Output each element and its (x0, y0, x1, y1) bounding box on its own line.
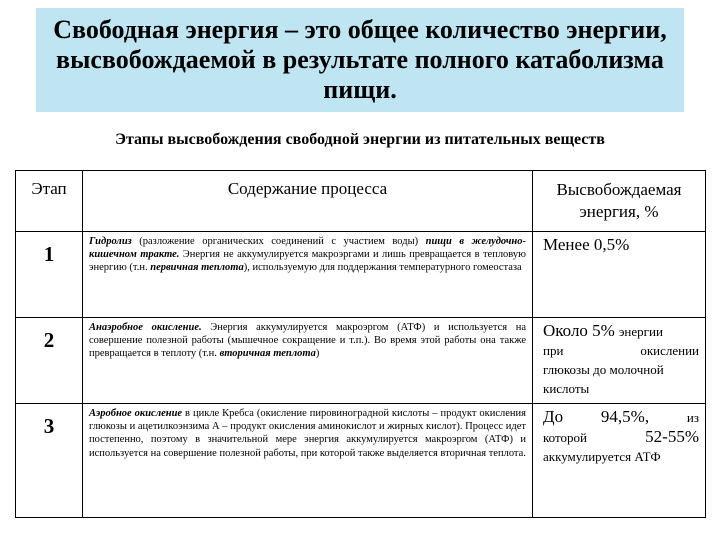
title-banner (36, 8, 684, 112)
table-caption: Этапы высвобождения свободной энергии из питательных веществ (115, 131, 605, 148)
energy-stages-table (15, 170, 706, 518)
stage-number: 3 (16, 404, 83, 518)
energy-text: которой (543, 430, 587, 445)
energy-text: энергии (618, 324, 663, 339)
energy-text: глюкозы до молочной (543, 362, 664, 377)
process-term: Анаэробное окисление. (89, 322, 202, 333)
table-header-row (16, 171, 706, 232)
energy-value: Около 5% (543, 321, 615, 340)
process-term: Гидролиз (89, 236, 132, 247)
process-description (83, 318, 533, 404)
header-stage: Этап (16, 171, 83, 232)
energy-text: До (543, 407, 564, 426)
process-description (83, 232, 533, 318)
process-text: (разложение органических соединений с участием воды) (131, 236, 426, 247)
process-text: Энергия аккумулируется макроэргом (АТФ) и используется на совершение полезной работы (мышечное сокращение и т.п.). Во время этой работы она также превращается в теплоту (т.н. (89, 322, 526, 360)
process-text: в цикле Кребса (окисление пировиноградной кислоты – продукт окисления глюкозы и ацетилкоэнзима А – продукт окисления аминокислот и жирных кислот). Процесс идет постепенно, поэтому в значительной мере энергия аккумулируется макроэргом (АТФ) и используется на совершение полезной работы, при которой также выделяется вторичная теплота. (89, 408, 526, 459)
stage-number: 1 (16, 232, 83, 318)
energy-text: кислоты (543, 381, 590, 396)
table-row (16, 232, 706, 318)
process-description (83, 404, 533, 518)
process-place: пищи в желудочно-кишечном тракте. (89, 236, 526, 261)
process-text: Энергия не аккумулируется макроэргами и лишь превращается в тепловую энергию (т.н. (89, 249, 527, 274)
energy-text: окислении (640, 343, 699, 358)
heat-term: вторичная теплота (219, 348, 316, 360)
process-text: ) (315, 348, 320, 360)
energy-text: при (543, 343, 564, 358)
energy-text: из (686, 410, 699, 425)
process-term: Аэробное окисление (89, 408, 183, 419)
header-content: Содержание процесса (83, 171, 533, 232)
energy-value: 94,5%, (600, 407, 650, 426)
header-energy: Высвобождаемая энергия, % (533, 171, 706, 232)
energy-cell (533, 404, 706, 518)
stage-number: 2 (16, 318, 83, 404)
page-title: Свободная энергия – это общее количество энергии, высвобождаемой в результате полного катаболизма пищи. (53, 15, 667, 104)
energy-cell (533, 318, 706, 404)
energy-text: аккумулируется АТФ (543, 449, 661, 464)
heat-term: первичная теплота (150, 262, 244, 274)
table-row (16, 404, 706, 518)
table-row (16, 318, 706, 404)
energy-cell (533, 232, 706, 318)
energy-value: Менее 0,5% (543, 235, 630, 254)
process-text: ), используемую для поддержания температурного гомеостаза (243, 262, 522, 274)
energy-value: 52-55% (645, 427, 699, 446)
